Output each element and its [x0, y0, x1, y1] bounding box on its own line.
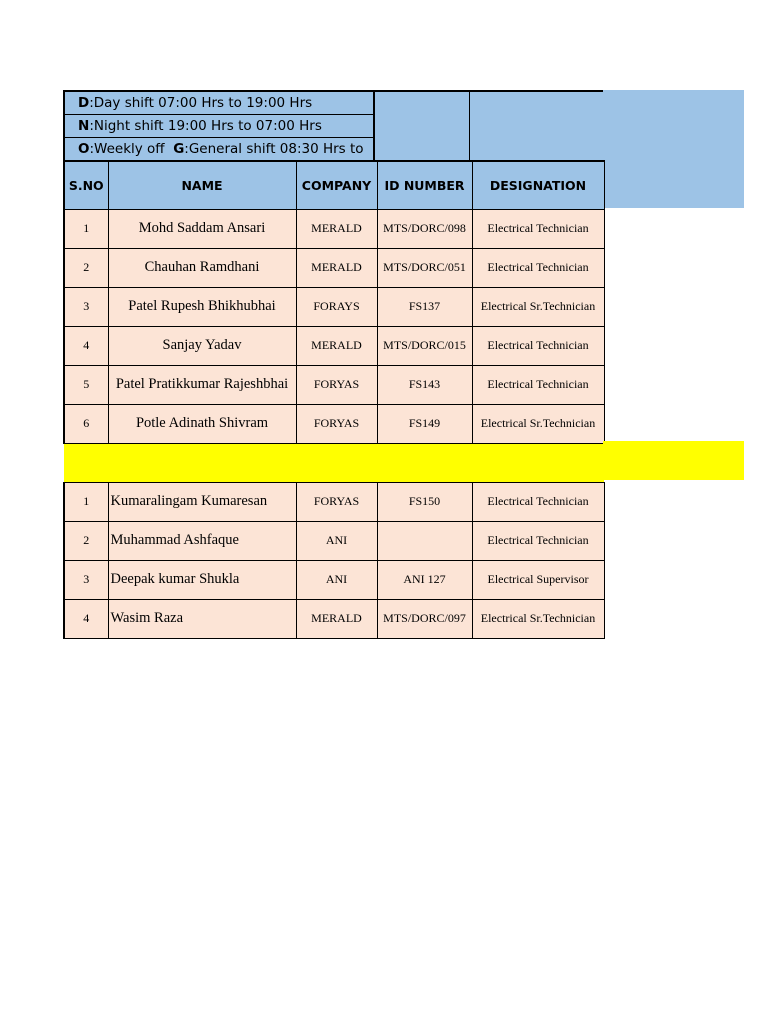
cell-id-number: MTS/DORC/015: [377, 326, 472, 365]
table-row: [64, 287, 604, 326]
header-designation: DESIGNATION: [472, 161, 604, 209]
cell-name: Sanjay Yadav: [108, 326, 296, 365]
cell-name: Mohd Saddam Ansari: [108, 209, 296, 248]
cell-company: MERALD: [296, 209, 377, 248]
legend-text-g: :General shift 08:30 Hrs to: [184, 141, 364, 157]
cell-designation: Electrical Technician: [472, 521, 604, 560]
cell-id-number: [377, 521, 472, 560]
header-sno: S.NO: [64, 161, 108, 209]
cell-designation: Electrical Technician: [472, 326, 604, 365]
cell-id-number: FS137: [377, 287, 472, 326]
legend-code-g: G: [173, 141, 185, 157]
cell-company: FORAYS: [296, 287, 377, 326]
legend-night-shift: [65, 115, 373, 138]
cell-company: MERALD: [296, 248, 377, 287]
cell-sno: 6: [64, 404, 108, 443]
cell-id-number: MTS/DORC/051: [377, 248, 472, 287]
cell-designation: Electrical Technician: [472, 482, 604, 521]
cell-company: ANI: [296, 560, 377, 599]
legend-code-d: D: [78, 95, 90, 111]
cell-id-number: FS149: [377, 404, 472, 443]
table-row: [64, 599, 604, 638]
header-company: COMPANY: [296, 161, 377, 209]
cell-sno: 1: [64, 209, 108, 248]
cell-id-number: ANI 127: [377, 560, 472, 599]
cell-sno: 4: [64, 599, 108, 638]
cell-name: Wasim Raza: [108, 599, 296, 638]
cell-company: FORYAS: [296, 404, 377, 443]
cell-id-number: MTS/DORC/098: [377, 209, 472, 248]
legend-text-d: :Day shift 07:00 Hrs to 19:00 Hrs: [89, 95, 313, 111]
cell-company: FORYAS: [296, 365, 377, 404]
cell-designation: Electrical Sr.Technician: [472, 287, 604, 326]
shift-legend: [63, 90, 375, 160]
cell-designation: Electrical Technician: [472, 209, 604, 248]
cell-name: Kumaralingam Kumaresan: [108, 482, 296, 521]
header-blue-cell-id: [375, 90, 470, 160]
table-row: [64, 521, 604, 560]
legend-text-n: :Night shift 19:00 Hrs to 07:00 Hrs: [89, 118, 322, 134]
header-row: [64, 161, 604, 209]
cell-designation: Electrical Sr.Technician: [472, 599, 604, 638]
cell-company: ANI: [296, 521, 377, 560]
cell-company: FORYAS: [296, 482, 377, 521]
cell-name: Patel Pratikkumar Rajeshbhai: [108, 365, 296, 404]
separator-extension: [603, 441, 744, 480]
cell-sno: 3: [64, 287, 108, 326]
cell-id-number: FS150: [377, 482, 472, 521]
cell-sno: 2: [64, 248, 108, 287]
legend-code-o: O: [78, 141, 90, 157]
cell-sno: 5: [64, 365, 108, 404]
legend-code-n: N: [78, 118, 90, 134]
header-blue-cell-designation: [470, 90, 603, 160]
cell-designation: Electrical Technician: [472, 248, 604, 287]
cell-designation: Electrical Technician: [472, 365, 604, 404]
cell-id-number: MTS/DORC/097: [377, 599, 472, 638]
table-row: [64, 560, 604, 599]
cell-sno: 2: [64, 521, 108, 560]
cell-name: Deepak kumar Shukla: [108, 560, 296, 599]
header-id-number: ID NUMBER: [377, 161, 472, 209]
roster-table: [63, 160, 605, 639]
table-row: [64, 404, 604, 443]
cell-name: Potle Adinath Shivram: [108, 404, 296, 443]
cell-company: MERALD: [296, 326, 377, 365]
cell-designation: Electrical Sr.Technician: [472, 404, 604, 443]
cell-id-number: FS143: [377, 365, 472, 404]
cell-designation: Electrical Supervisor: [472, 560, 604, 599]
table-row: [64, 209, 604, 248]
legend-day-shift: [65, 92, 373, 115]
header-blue-cell-extra: [603, 90, 744, 208]
header-name: NAME: [108, 161, 296, 209]
cell-sno: 3: [64, 560, 108, 599]
cell-name: Muhammad Ashfaque: [108, 521, 296, 560]
cell-sno: 4: [64, 326, 108, 365]
table-row: [64, 365, 604, 404]
table-row: [64, 248, 604, 287]
cell-name: Chauhan Ramdhani: [108, 248, 296, 287]
legend-off-general: [65, 138, 373, 161]
cell-name: Patel Rupesh Bhikhubhai: [108, 287, 296, 326]
cell-sno: 1: [64, 482, 108, 521]
separator-cell: [64, 443, 604, 482]
table-row: [64, 482, 604, 521]
cell-company: MERALD: [296, 599, 377, 638]
table-row: [64, 326, 604, 365]
separator-row: [64, 443, 604, 482]
legend-text-o: :Weekly off: [89, 141, 174, 157]
